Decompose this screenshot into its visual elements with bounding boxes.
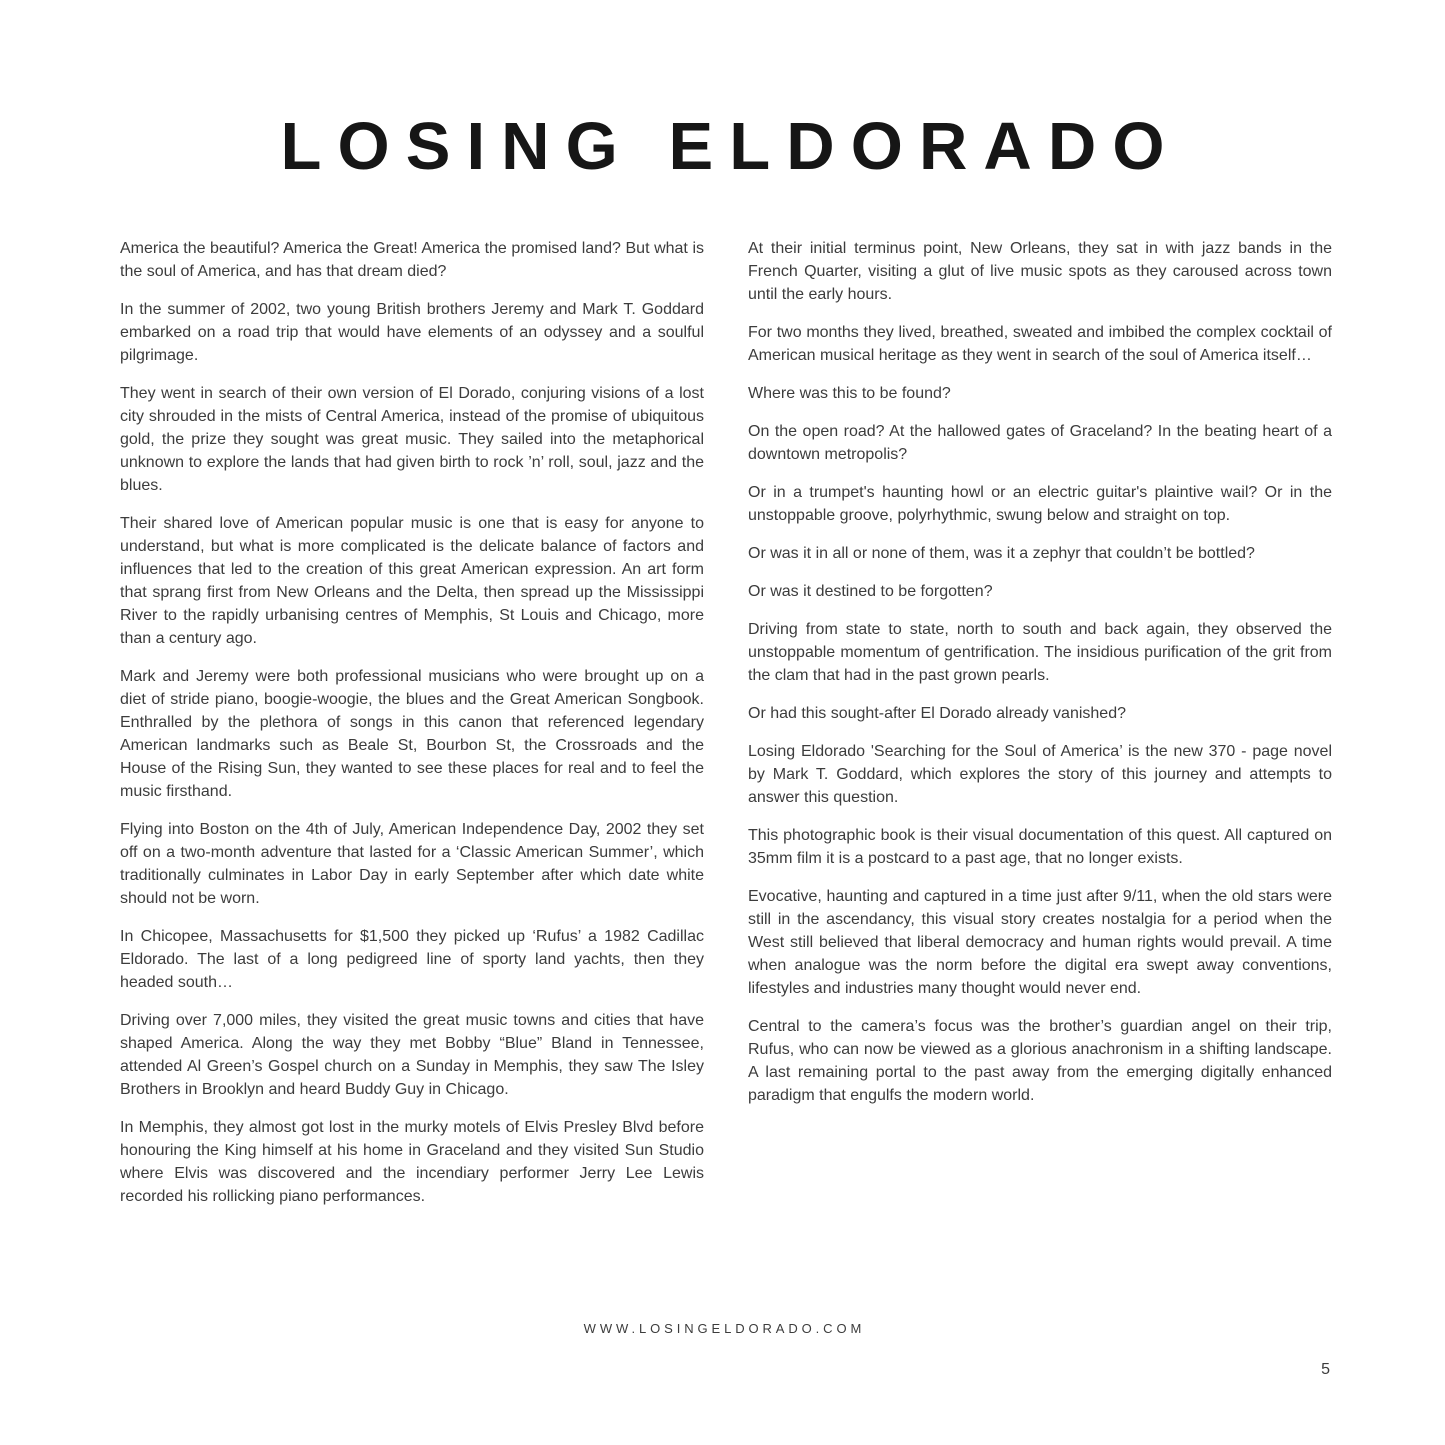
paragraph: In Memphis, they almost got lost in the murky motels of Elvis Presley Blvd before honouring the King himself at his home in Graceland and they visited Sun Studio where Elvis was discovered and the incendiary performer Jerry Lee Lewis recorded his rollicking piano performances. <box>120 1119 704 1205</box>
paragraph: They went in search of their own version of El Dorado, conjuring visions of a lost city shrouded in the mists of Central America, instead of the promise of ubiquitous gold, the prize they sought was great music. They sailed into the metaphorical unknown to explore the lands that had given birth to rock ’n’ roll, soul, jazz and the blues. <box>120 385 704 494</box>
paragraph: Where was this to be found? <box>748 385 951 402</box>
paragraph: For two months they lived, breathed, sweated and imbibed the complex cocktail of American musical heritage as they went in search of the soul of America itself… <box>748 324 1332 364</box>
content-columns <box>120 237 1332 1208</box>
paragraph: On the open road? At the hallowed gates of Graceland? In the beating heart of a downtown metropolis? <box>748 423 1332 463</box>
paragraph: Or had this sought-after El Dorado already vanished? <box>748 705 1126 722</box>
paragraph: Mark and Jeremy were both professional musicians who were brought up on a diet of stride piano, boogie-woogie, the blues and the Great American Songbook. Enthralled by the plethora of songs in this canon that referenced legendary American landmarks such as Beale St, Bourbon St, the Crossroads and the House of the Rising Sun, they wanted to see these places for real and to feel the music firsthand. <box>120 668 704 800</box>
paragraph: Or was it destined to be forgotten? <box>748 583 993 600</box>
paragraph: At their initial terminus point, New Orleans, they sat in with jazz bands in the French Quarter, visiting a glut of live music spots as they caroused across town until the early hours. <box>748 240 1332 303</box>
paragraph: Or in a trumpet's haunting howl or an electric guitar's plaintive wail? Or in the unstoppable groove, polyrhythmic, swung below and straight on top. <box>748 484 1332 524</box>
footer-url: WWW.LOSINGELDORADO.COM <box>583 1321 866 1336</box>
paragraph: Driving over 7,000 miles, they visited the great music towns and cities that have shaped America. Along the way they met Bobby “Blue” Bland in Tennessee, attended Al Green’s Gospel church on a Sunday in Memphis, they saw The Isley Brothers in Brooklyn and heard Buddy Guy in Chicago. <box>120 1012 704 1098</box>
page-number: 5 <box>1321 1361 1330 1378</box>
left-column <box>120 237 704 1208</box>
paragraph: In the summer of 2002, two young British brothers Jeremy and Mark T. Goddard embarked on a road trip that would have elements of an odyssey and a soulful pilgrimage. <box>120 301 704 364</box>
paragraph: In Chicopee, Massachusetts for $1,500 they picked up ‘Rufus’ a 1982 Cadillac Eldorado. The last of a long pedigreed line of sporty land yachts, then they headed south… <box>120 928 704 991</box>
right-column <box>748 237 1332 1208</box>
paragraph: Driving from state to state, north to south and back again, they observed the unstoppable momentum of gentrification. The insidious purification of the grit from the clam that had in the past grown pearls. <box>748 621 1332 684</box>
page-title: LOSING ELDORADO <box>280 109 1181 184</box>
paragraph: Central to the camera’s focus was the brother’s guardian angel on their trip, Rufus, who can now be viewed as a glorious anachronism in a shifting landscape. A last remaining portal to the past away from the emerging digitally enhanced paradigm that engulfs the modern world. <box>748 1018 1332 1104</box>
paragraph: America the beautiful? America the Great! America the promised land? But what is the soul of America, and has that dream died? <box>120 240 704 280</box>
paragraph: Their shared love of American popular music is one that is easy for anyone to understand, but what is more complicated is the delicate balance of factors and influences that led to the creation of this great American expression. An art form that sprang first from New Orleans and the Delta, then spread up the Mississippi River to the rapidly urbanising centres of Memphis, St Louis and Chicago, more than a century ago. <box>120 515 704 647</box>
paragraph: Or was it in all or none of them, was it a zephyr that couldn’t be bottled? <box>748 545 1255 562</box>
paragraph: Evocative, haunting and captured in a time just after 9/11, when the old stars were still in the ascendancy, this visual story creates nostalgia for a period when the West still believed that liberal democracy and human rights would prevail. A time when analogue was the norm before the digital era swept away conventions, lifestyles and industries many thought would never end. <box>748 888 1332 997</box>
paragraph: This photographic book is their visual documentation of this quest. All captured on 35mm film it is a postcard to a past age, that no longer exists. <box>748 827 1332 867</box>
paragraph: Losing Eldorado 'Searching for the Soul of America’ is the new 370 - page novel by Mark T. Goddard, which explores the story of this journey and attempts to answer this question. <box>748 743 1332 806</box>
paragraph: Flying into Boston on the 4th of July, American Independence Day, 2002 they set off on a two-month adventure that lasted for a ‘Classic American Summer’, which traditionally culminates in Labor Day in early September after which date white should not be worn. <box>120 821 704 907</box>
